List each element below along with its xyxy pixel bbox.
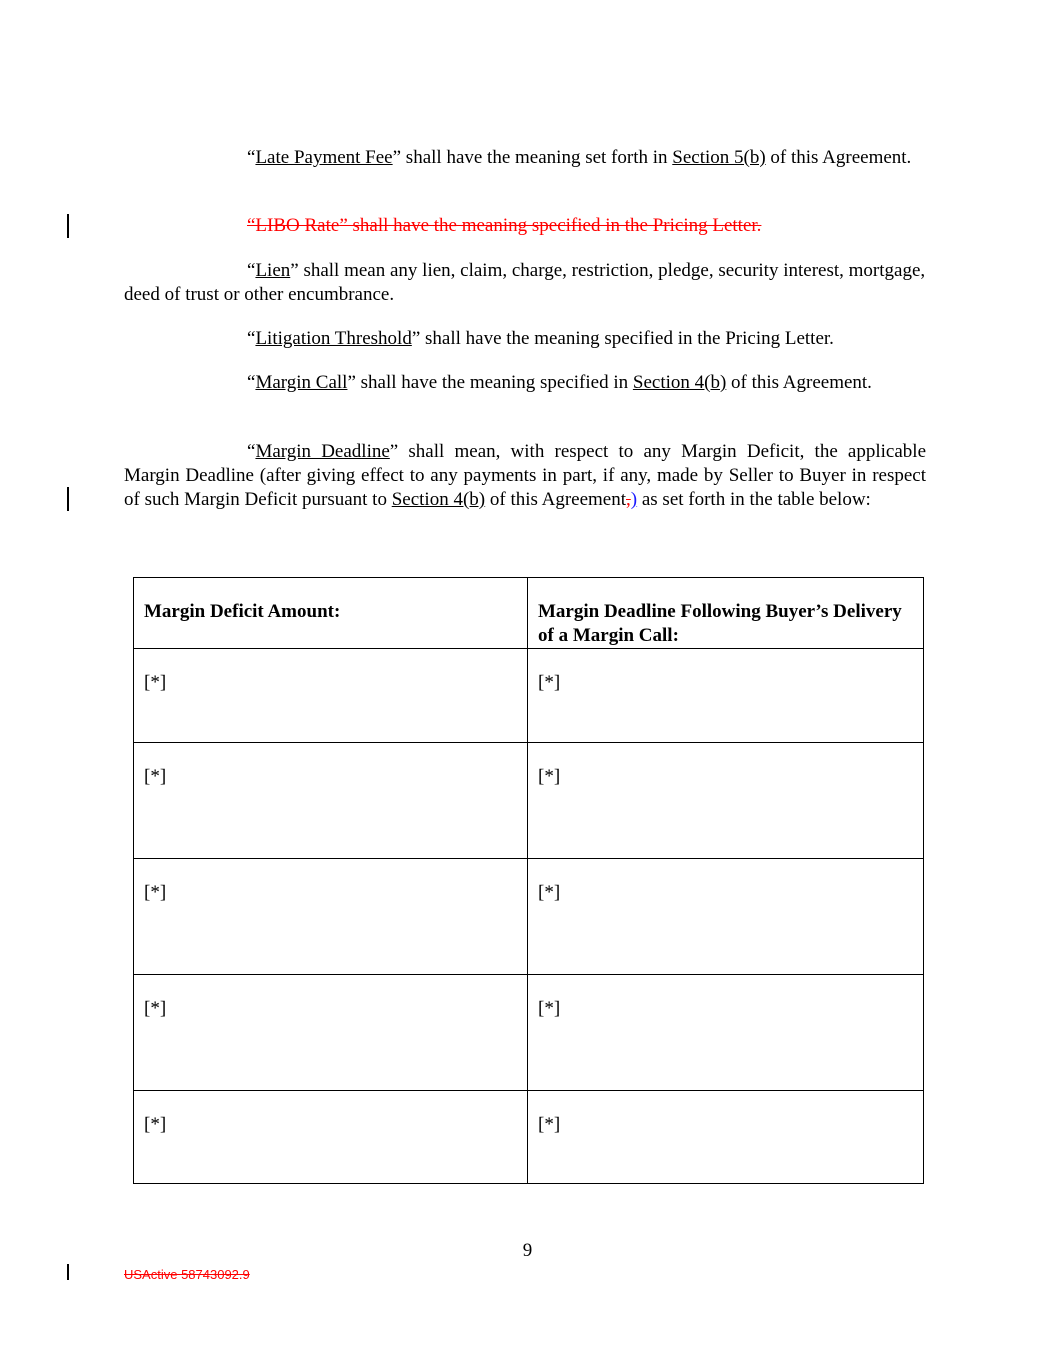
table-cell: [*] (528, 743, 924, 859)
definition-libo-rate-deleted: “LIBO Rate” shall have the meaning specified in the Pricing Letter. (247, 215, 762, 236)
section-ref-5b: Section 5(b) (672, 147, 766, 168)
section-ref-4b-deadline: Section 4(b) (391, 489, 486, 510)
definition-lien: “Lien” shall mean any lien, claim, charge, restriction, pledge, security interest, mortgage, deed of trust or other encumbrance. (124, 260, 926, 305)
definition-litigation-threshold: “Litigation Threshold” shall have the meaning specified in the Pricing Letter. (247, 328, 834, 349)
deleted-comma: , (626, 489, 631, 510)
table-row (134, 1091, 924, 1184)
change-bar-libo-rate (67, 214, 69, 238)
margin-deadline-table (133, 577, 924, 1184)
document-id: USActive 58743092.9 (124, 1267, 250, 1282)
table-cell: [*] (134, 1091, 528, 1184)
definition-margin-call: “Margin Call” shall have the meaning specified in Section 4(b) of this Agreement. (247, 372, 872, 393)
table-row (134, 859, 924, 975)
term-litigation-threshold: Litigation Threshold (255, 328, 412, 349)
term-late-payment-fee: Late Payment Fee (255, 147, 393, 168)
table-cell: [*] (134, 975, 528, 1091)
page-number: 9 (522, 1240, 533, 1261)
change-bar-footer (67, 1264, 69, 1280)
table-row (134, 649, 924, 743)
section-ref-4b: Section 4(b) (632, 372, 727, 393)
table-cell: [*] (528, 975, 924, 1091)
table-cell: [*] (134, 649, 528, 743)
term-margin-deadline: Margin Deadline (255, 441, 390, 462)
table-cell: [*] (134, 859, 528, 975)
table-cell: [*] (134, 743, 528, 859)
table-cell: [*] (528, 649, 924, 743)
header-margin-deadline: Margin Deadline Following Buyer’s Delivery of a Margin Call: (528, 578, 924, 649)
term-libo-rate: “LIBO Rate (247, 215, 340, 236)
inserted-paren: ) (630, 489, 638, 510)
table-row (134, 743, 924, 859)
table-cell: [*] (528, 1091, 924, 1184)
table-cell: [*] (528, 859, 924, 975)
definition-late-payment-fee: “Late Payment Fee” shall have the meaning set forth in Section 5(b) of this Agreement. (247, 147, 912, 168)
term-lien: Lien (255, 260, 291, 281)
definition-margin-deadline: “Margin Deadline” shall mean, with respect to any Margin Deficit, the applicable Margin Deadline (after giving effect to any payments in part, if any, made by Seller to Buyer in respect of such Margin Deficit pursuant to Section 4(b) of this Agreement,) as set forth in the table below: (124, 441, 927, 510)
change-bar-margin-deadline (67, 487, 69, 511)
term-margin-call: Margin Call (255, 372, 348, 393)
table-row (134, 975, 924, 1091)
table-header-row (134, 578, 924, 649)
header-margin-deficit-amount: Margin Deficit Amount: (134, 578, 528, 649)
